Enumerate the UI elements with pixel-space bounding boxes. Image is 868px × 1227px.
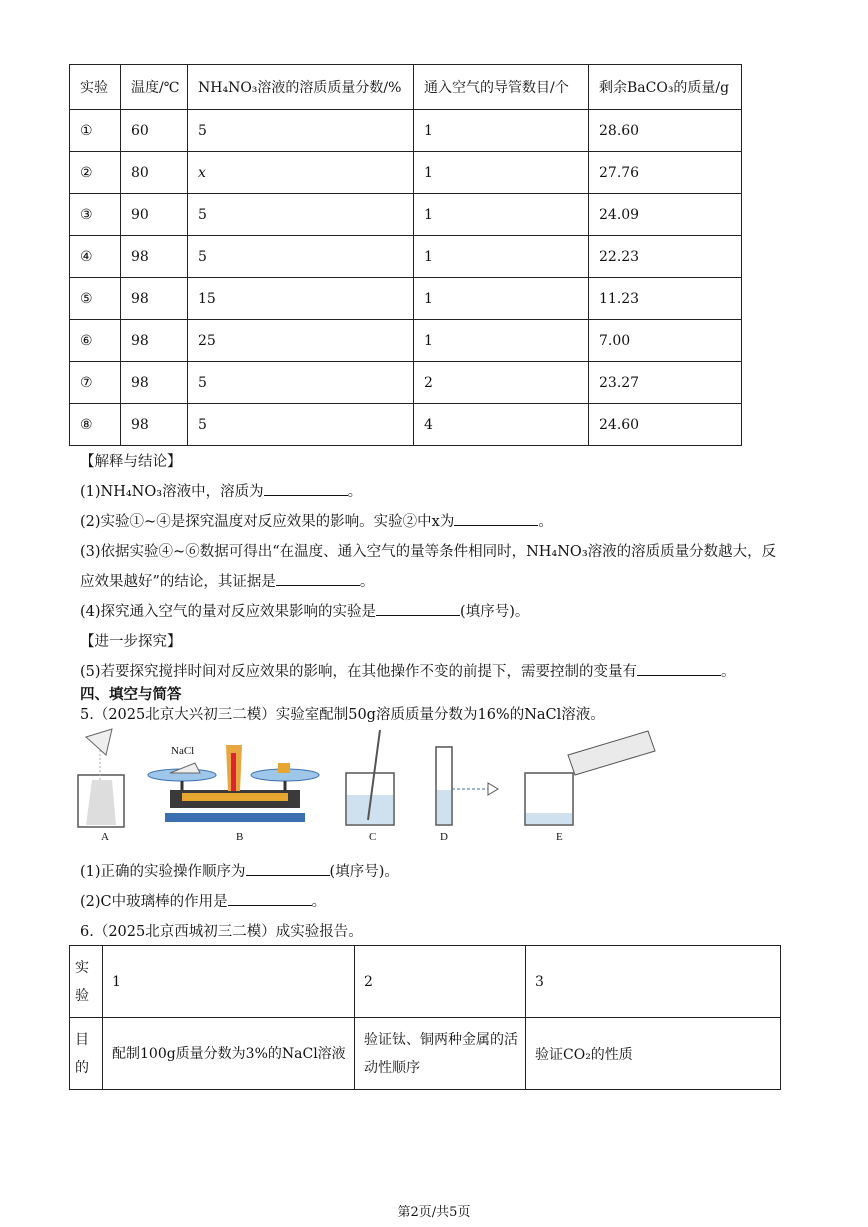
question-3-line-1: (3)依据实验④~⑥数据可得出“在温度、通入空气的量等条件相同时，NH₄NO₃溶液的溶质质量分数越大，反: [80, 544, 777, 560]
table-row: [70, 152, 742, 194]
answer-blank[interactable]: [376, 601, 460, 616]
table-cell: 23.27: [589, 362, 742, 404]
table-cell: ⑧: [70, 404, 121, 446]
table-row: [70, 110, 742, 152]
question-5: [80, 660, 736, 681]
lab-operation-figure: [70, 725, 670, 847]
table-cell: 验证CO₂的性质: [526, 1018, 781, 1090]
table-cell: 验证钛、铜两种金属的活动性顺序: [355, 1018, 526, 1090]
section-further-heading: 【进一步探究】: [80, 634, 182, 650]
figure-label-a: A: [101, 831, 109, 843]
section-4-heading: 四、填空与简答: [80, 686, 182, 703]
table-cell: ②: [70, 152, 121, 194]
table-cell: 1: [414, 278, 589, 320]
table-cell: 98: [121, 236, 188, 278]
table-header-row: [70, 65, 742, 110]
answer-blank[interactable]: [228, 891, 312, 906]
table-row: [70, 320, 742, 362]
table-cell: ①: [70, 110, 121, 152]
problem-5-question-1: [80, 860, 399, 881]
answer-blank[interactable]: [246, 861, 330, 876]
punct: 。: [347, 484, 363, 500]
figure-label-b: B: [236, 831, 244, 843]
page-footer: 第2页/共5页: [397, 1205, 471, 1220]
punct: 。: [721, 664, 736, 680]
p5q2-text: (2)C中玻璃棒的作用是: [80, 894, 228, 910]
table-cell: 98: [121, 404, 188, 446]
table-cell: x: [188, 152, 414, 194]
table-cell: 4: [414, 404, 589, 446]
table-cell: 27.76: [589, 152, 742, 194]
question-4-text: (4)探究通入空气的量对反应效果影响的实验是: [80, 604, 377, 620]
figure-e-pouring-liquid: [525, 731, 655, 825]
p5q1-text: (1)正确的实验操作顺序为: [80, 864, 246, 880]
problem-5-statement: 5.（2025北京大兴初三二模）实验室配制50g溶质质量分数为16%的NaCl溶液。: [80, 707, 605, 723]
problem-6-statement: 6.（2025北京西城初三二模）成实验报告。: [80, 924, 363, 940]
table-cell: 90: [121, 194, 188, 236]
table-row: [70, 278, 742, 320]
table-cell: 24.60: [589, 404, 742, 446]
punct: 。: [359, 574, 375, 590]
table-cell: 1: [414, 236, 589, 278]
table-cell: 98: [121, 278, 188, 320]
table-cell: 98: [121, 320, 188, 362]
question-1: [80, 480, 362, 501]
question-4-tail: (填序号)。: [460, 604, 530, 620]
answer-blank[interactable]: [276, 571, 360, 586]
table-cell: 1: [414, 194, 589, 236]
table-cell: 60: [121, 110, 188, 152]
figure-label-e: E: [556, 831, 563, 843]
experiment-table: [69, 64, 742, 446]
header-cell: NH₄NO₃溶液的溶质质量分数/%: [188, 65, 414, 110]
table-cell: ④: [70, 236, 121, 278]
p5q1-tail: (填序号)。: [329, 864, 399, 880]
answer-blank[interactable]: [637, 661, 721, 676]
header-cell: 实验: [70, 65, 121, 110]
header-cell: 剩余BaCO₃的质量/g: [589, 65, 742, 110]
figure-c-stirring: [346, 730, 394, 825]
table-cell: 1: [414, 110, 589, 152]
punct: 。: [311, 894, 327, 910]
table-cell: 3: [526, 946, 781, 1018]
table-cell: ⑦: [70, 362, 121, 404]
table-cell: 5: [188, 362, 414, 404]
figure-d-cylinder: [436, 747, 498, 825]
table-cell: 28.60: [589, 110, 742, 152]
punct: 。: [538, 514, 553, 530]
table-cell: ③: [70, 194, 121, 236]
row-label-cell: 目的: [70, 1018, 103, 1090]
question-4: [80, 600, 529, 621]
nacl-label: NaCl: [171, 745, 195, 757]
problem-5-question-2: [80, 890, 326, 911]
table-cell: 5: [188, 194, 414, 236]
answer-blank[interactable]: [264, 481, 348, 496]
row-label-cell: 实验: [70, 946, 103, 1018]
question-2-text: (2)实验①~④是探究温度对反应效果的影响。实验②中x为: [80, 514, 455, 530]
answer-blank[interactable]: [454, 511, 538, 526]
table-cell: 1: [414, 152, 589, 194]
lab-figure-svg: [70, 725, 670, 847]
table-cell: 7.00: [589, 320, 742, 362]
table-cell: 1: [103, 946, 355, 1018]
table-row: [70, 404, 742, 446]
table-row: [70, 194, 742, 236]
header-cell: 通入空气的导管数目/个: [414, 65, 589, 110]
figure-label-d: D: [440, 831, 448, 843]
header-cell: 温度/℃: [121, 65, 188, 110]
table-cell: 5: [188, 110, 414, 152]
table-row: [70, 1018, 781, 1090]
question-5-text: (5)若要探究搅拌时间对反应效果的影响，在其他操作不变的前提下，需要控制的变量有: [80, 664, 638, 680]
table-cell: 24.09: [589, 194, 742, 236]
table-cell: 2: [355, 946, 526, 1018]
figure-a-pouring-solid: [78, 729, 124, 827]
question-2: [80, 510, 553, 531]
table-cell: 11.23: [589, 278, 742, 320]
table-cell: ⑤: [70, 278, 121, 320]
table-cell: 5: [188, 404, 414, 446]
table-cell: 15: [188, 278, 414, 320]
table-cell: 25: [188, 320, 414, 362]
question-3-line-2: [80, 570, 374, 591]
table-cell: 5: [188, 236, 414, 278]
table-cell: 1: [414, 320, 589, 362]
table-cell: 配制100g质量分数为3%的NaCl溶液: [103, 1018, 355, 1090]
table-cell: 2: [414, 362, 589, 404]
question-1-text: (1)NH₄NO₃溶液中，溶质为: [80, 484, 264, 500]
figure-label-c: C: [369, 831, 377, 843]
table-cell: ⑥: [70, 320, 121, 362]
table-row: [70, 362, 742, 404]
table-cell: 80: [121, 152, 188, 194]
table-row: [70, 236, 742, 278]
experiment-report-table: [69, 945, 781, 1090]
table-row: [70, 946, 781, 1018]
question-3-text: 应效果越好”的结论，其证据是: [80, 574, 276, 590]
table-cell: 22.23: [589, 236, 742, 278]
section-explain-heading: 【解释与结论】: [80, 454, 182, 470]
table-cell: 98: [121, 362, 188, 404]
